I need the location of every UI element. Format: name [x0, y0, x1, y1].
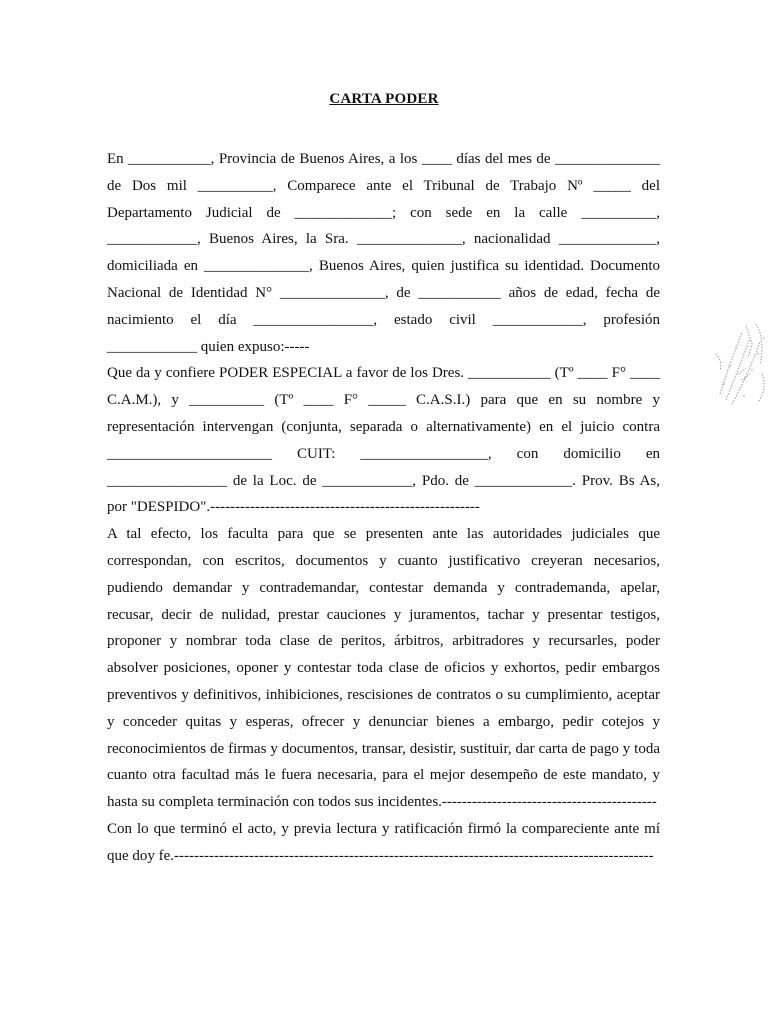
paragraph-facultades: A tal efecto, los faculta para que se presenten ante las autoridades judiciales que correspondan, con escritos, documentos y cuanto justificativo creyeran necesarios, pudiendo demandar y contrademandar, contestar demanda y contrademanda, apelar, recusar, decir de nulidad, prestar cauciones y juramentos, tachar y presentar testigos, proponer y nombrar toda clase de peritos, árbitros, arbitradores y recursarles, poder absolver posiciones, oponer y contestar toda clase de oficios y exhortos, pedir embargos preventivos y definitivos, inhibiciones, rescisiones de contratos o su cumplimiento, aceptar y conceder quitas y esperas, ofrecer y denunciar bienes a embargo, pedir cotejos y reconocimientos de firmas y documentos, transar, desistir, sustituir, dar carta de pago y toda cuanto otra facultad más le fuera necesaria, para el mejor desempeño de este mandato, y hasta su completa terminación con todos sus incidentes.-------------------------------------------: [107, 526, 660, 811]
margin-stamp-icon: [712, 314, 768, 410]
document-body: [107, 146, 660, 870]
document-title: CARTA PODER: [329, 91, 439, 107]
paragraph-poder-especial: Que da y confiere PODER ESPECIAL a favor de los Dres. ___________ (Tº ____ F° ____ C.A.M.), y __________ (Tº ____ F° _____ C.A.S.I.) para que en su nombre y representación intervengan (conjunta, separada o alternativamente) en el juicio contra ______________________ CUIT: _________________, con domicilio en ________________ de la Loc. de ____________, Pdo. de _____________. Prov. Bs As, por "DESPIDO".------------------------------------------------------: [107, 365, 660, 516]
paragraph-comparecencia: En ___________, Provincia de Buenos Aires, a los ____ días del mes de ______________ de Dos mil __________, Comparece ante el Tribunal de Trabajo Nº _____ del Departamento Judicial de _____________; con sede en la calle __________, ____________, Buenos Aires, la Sra. ______________, nacionalidad _____________, domiciliada en ______________, Buenos Aires, quien justifica su identidad. Documento Nacional de Identidad N° ______________, de ___________ años de edad, fecha de nacimiento el día ________________, estado civil ____________, profesión ____________ quien expuso:-----: [107, 151, 660, 355]
paragraph-cierre: Con lo que terminó el acto, y previa lectura y ratificación firmó la compareciente ante mí que doy fe.------------------------------------------------------------------------------------------------: [107, 820, 660, 864]
